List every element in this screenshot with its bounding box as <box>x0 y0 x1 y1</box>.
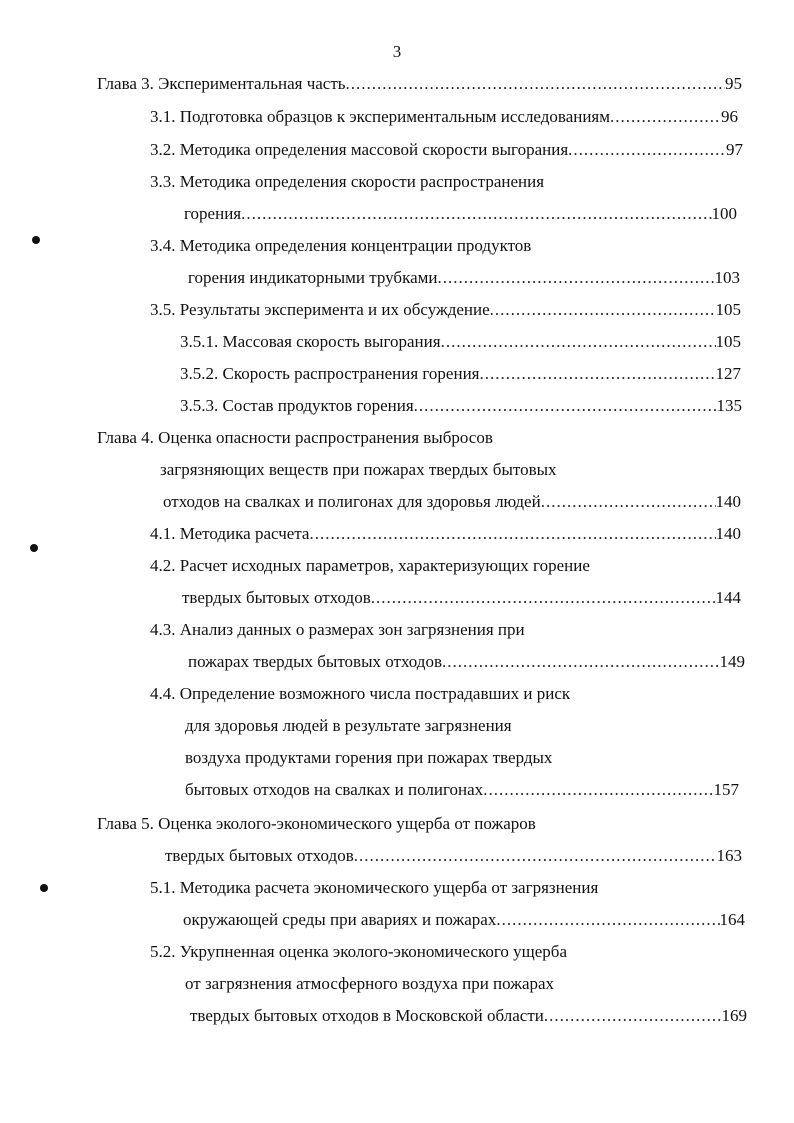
page-number: 3 <box>392 42 402 61</box>
toc-entry-title: 3.2. Методика определения массовой скорости выгорания <box>150 140 569 159</box>
punch-hole-mark <box>40 884 48 892</box>
toc-page-number: 95 <box>725 74 742 93</box>
toc-entry-title: окружающей среды при авариях и пожарах <box>183 910 497 929</box>
toc-entry-title: 4.1. Методика расчета <box>150 524 310 543</box>
toc-entry-title: отходов на свалках и полигонах для здоровья людей <box>163 492 541 511</box>
toc-leader <box>346 72 725 96</box>
toc-entry-title: 3.5. Результаты эксперимента и их обсуждение <box>150 300 490 319</box>
toc-leader <box>354 844 717 868</box>
toc-leader <box>241 202 711 226</box>
toc-entry-title: бытовых отходов на свалках и полигонах <box>185 780 484 799</box>
toc-entry-title: 3.5.1. Массовая скорость выгорания <box>180 332 441 351</box>
toc-page-number: 97 <box>726 140 743 159</box>
toc-section-4-2-line1: 4.2. Расчет исходных параметров, характеризующих горение <box>150 556 590 575</box>
toc-entry-title: твердых бытовых отходов в Московской области <box>190 1006 544 1025</box>
toc-section-4-3 <box>188 650 745 674</box>
toc-leader <box>496 908 719 932</box>
toc-entry-title: 3.5.2. Скорость распространения горения <box>180 364 480 383</box>
toc-section-4-3-line1: 4.3. Анализ данных о размерах зон загрязнения при <box>150 620 525 639</box>
toc-section-4-2 <box>182 586 741 610</box>
toc-page-number: 100 <box>711 204 737 223</box>
toc-page-number: 105 <box>715 300 741 319</box>
toc-section-3-5-2 <box>180 362 741 386</box>
toc-section-3-3-line1: 3.3. Методика определения скорости распространения <box>150 172 545 191</box>
toc-section-4-4-line3: воздуха продуктами горения при пожарах твердых <box>185 748 553 767</box>
toc-page-number: 135 <box>716 396 742 415</box>
toc-section-4-4 <box>185 778 739 802</box>
punch-hole-mark <box>30 544 38 552</box>
toc-page-number: 105 <box>715 332 741 351</box>
toc-chapter-3 <box>97 72 742 96</box>
toc-entry-title: твердых бытовых отходов <box>182 588 371 607</box>
toc-section-4-1 <box>150 522 741 546</box>
toc-page-number: 144 <box>715 588 741 607</box>
toc-leader <box>544 1004 722 1028</box>
toc-chapter-4 <box>163 490 741 514</box>
toc-section-3-4 <box>188 266 740 290</box>
toc-section-3-4-line1: 3.4. Методика определения концентрации продуктов <box>150 236 532 255</box>
toc-entry-title: горения индикаторными трубками <box>188 268 438 287</box>
toc-entry-title: 3.5.3. Состав продуктов горения <box>180 396 414 415</box>
toc-page-number: 163 <box>716 846 742 865</box>
toc-page-number: 127 <box>715 364 741 383</box>
toc-section-3-1 <box>150 105 738 129</box>
toc-leader <box>480 362 716 386</box>
toc-page-number: 169 <box>721 1006 747 1025</box>
toc-entry-title: пожарах твердых бытовых отходов <box>188 652 442 671</box>
toc-page-number: 103 <box>714 268 740 287</box>
toc-section-5-1 <box>183 908 745 932</box>
toc-leader <box>441 330 716 354</box>
toc-leader <box>414 394 717 418</box>
toc-section-5-1-line1: 5.1. Методика расчета экономического ущерба от загрязнения <box>150 878 599 897</box>
toc-leader <box>442 650 720 674</box>
toc-section-5-2-line2: от загрязнения атмосферного воздуха при пожарах <box>185 974 555 993</box>
toc-page-number: 140 <box>715 524 741 543</box>
toc-entry-title: горения <box>184 204 242 223</box>
toc-entry-title: Глава 3. Экспериментальная часть <box>97 74 346 93</box>
toc-section-5-2 <box>190 1004 747 1028</box>
toc-leader <box>309 522 715 546</box>
toc-section-3-2 <box>150 138 743 162</box>
punch-hole-mark <box>32 236 40 244</box>
toc-leader <box>568 138 726 162</box>
toc-section-5-2-line1: 5.2. Укрупненная оценка эколого-экономического ущерба <box>150 942 567 961</box>
toc-section-3-3 <box>184 202 737 226</box>
toc-leader <box>371 586 716 610</box>
toc-section-4-4-line1: 4.4. Определение возможного числа пострадавших и риск <box>150 684 571 703</box>
toc-leader <box>483 778 713 802</box>
toc-chapter-5 <box>165 844 742 868</box>
toc-entry-title: 3.1. Подготовка образцов к экспериментальным исследованиям <box>150 107 611 126</box>
toc-page-number: 157 <box>713 780 739 799</box>
toc-section-4-4-line2: для здоровья людей в результате загрязнения <box>185 716 512 735</box>
toc-chapter-5-line1: Глава 5. Оценка эколого-экономического ущерба от пожаров <box>97 814 536 833</box>
toc-section-3-5-3 <box>180 394 742 418</box>
toc-chapter-4-line1: Глава 4. Оценка опасности распространения выбросов <box>97 428 493 447</box>
toc-section-3-5-1 <box>180 330 741 354</box>
toc-chapter-4-line2: загрязняющих веществ при пожарах твердых бытовых <box>160 460 557 479</box>
toc-leader <box>490 298 716 322</box>
toc-leader <box>610 105 721 129</box>
toc-leader <box>437 266 714 290</box>
toc-section-3-5 <box>150 298 741 322</box>
toc-page-number: 140 <box>715 492 741 511</box>
toc-page-number: 96 <box>721 107 738 126</box>
toc-page-number: 149 <box>719 652 745 671</box>
toc-page-number: 164 <box>719 910 745 929</box>
toc-leader <box>541 490 716 514</box>
toc-entry-title: твердых бытовых отходов <box>165 846 354 865</box>
